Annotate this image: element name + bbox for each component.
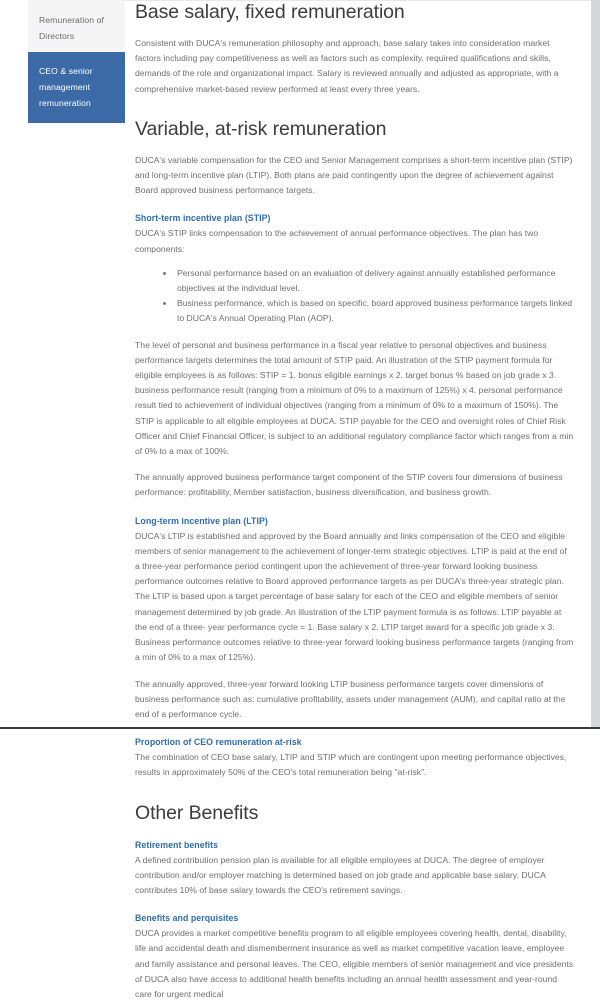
paragraph-retirement-benefits: A defined contribution pension plan is available for all eligible employees at DUCA. The degree of employer contribution and/or employer matching is determined based on job grade and applicable base salary. DUCA contributes 10% of base salary towards the CEO's retirement savings. — [135, 854, 546, 895]
paragraph-benefits-and-perquisites: DUCA provides a market competitive benefits program to all eligible employees covering health, dental, disability, life and accidental death and dismemberment insurance as well as market competitive vacation leave, employee and family assistance and personal leaves. The CEO, eligible members of senior management and vice presidents of DUCA also have access to additional health benefits including an annual health assessment and year-round care for urgent medical — [135, 928, 574, 999]
subheading-short-term-incentive-plan: Short-term incentive plan (STIP) — [135, 213, 271, 224]
sidebar-item-remuneration-of-directors[interactable] — [28, 0, 125, 52]
subheading-proportion-of-ceo-remuneration-at-risk: Proportion of CEO remuneration at-risk — [135, 737, 302, 748]
paragraph-stip-lead: DUCA's STIP links compensation to the achievement of annual performance objectives. The plan has two components: — [135, 228, 539, 254]
paragraph-ltip-lead: DUCA's LTIP is established and approved by the Board annually and links compensation of the CEO and eligible members of senior management to the achievement of longer-term strategic objectives. LTIP is paid at the end of a three-year performance period contingent upon the achievement of three-year forward looking business performance outcomes relative to Board approved performance targets as per DUCA's three-year strategic plan. The LTIP is based upon a target percentage of base salary for each of the CEO and eligible members of senior management determined by job grade. An illustration of the LTIP payment formula is as follows: LTIP payable at the end of a three- year performance cycle = 1. Base salary x 2. LTIP target award for a specific job grade x 3. Business performance outcomes relative to three-year forward looking business performance targets (ranging from a min of 0% to a max of 125%). — [135, 530, 574, 663]
section-sidebar-nav — [0, 0, 125, 729]
sidebar-item-label: CEO & senior management remuneration — [39, 66, 93, 108]
list-item: Business performance, which is based on specific, board approved business performance targets linked to DUCA's Annual Operating Plan (AOP). — [163, 296, 574, 326]
paragraph-stip-dimensions: The annually approved business performance target component of the STIP covers four dimensions of business performance: profitability, Member satisfaction, business diversification, and business growth. — [135, 472, 563, 498]
section-document-content — [125, 0, 600, 999]
subheading-long-term-incentive-plan: Long-term incentive plan (LTIP) — [135, 515, 268, 526]
paragraph-proportion-at-risk: The combination of CEO base salary, LTIP and STIP which are contingent upon meeting performance objectives, results in approximately 50% of the CEO's total remuneration being "at-risk". — [135, 752, 567, 778]
sidebar-nav-list — [28, 0, 125, 123]
heading-variable-at-risk-remuneration: Variable, at-risk remuneration — [135, 117, 387, 140]
subheading-retirement-benefits: Retirement benefits — [135, 839, 219, 850]
paragraph-variable-intro: DUCA's variable compensation for the CEO and Senior Management comprises a short-term incentive plan (STIP) and long-term incentive plan (LTIP). Both plans are paid contingently upon the degree of achievement against Board approved business performance targets. — [135, 154, 573, 196]
paragraph-stip-formula: The level of personal and business performance in a fiscal year relative to personal objectives and business performance targets determines the total amount of STIP paid. An illustration of the STIP payment formula for eligible employees is as follows: STIP = 1. bonus eligible earnings x 2. target bonus % based on job grade x 3. business performance result (ranging from a minimum of 0% to a maximum of 125%) x 4. personal performance result tied to achievement of individual objectives (ranging from a minimum of 0% to a maximum of 150%). The STIP is applicable to all eligible employees at DUCA. STIP payable for the CEO and oversight roles of Chief Risk Officer and Chief Financial Officer, is subject to an additional regulatory compliance factor which ranges from a min of 0% to a max of 100%. — [135, 339, 574, 457]
heading-base-salary: Base salary, fixed remuneration — [135, 1, 405, 23]
subheading-benefits-and-perquisites: Benefits and perquisites — [135, 913, 239, 924]
vertical-scrollbar[interactable] — [591, 0, 600, 729]
list-stip-components — [135, 266, 574, 327]
sidebar-item-ceo-senior-management-remuneration[interactable] — [28, 52, 125, 123]
list-item: Personal performance based on an evaluation of delivery against annually established performance objectives at the individual level. — [163, 266, 574, 296]
paragraph-ltip-dimensions: The annually approved, three-year forward looking LTIP business performance targets cover dimensions of business performance such as: cumulative profitability, assets under management (AUM), and capital ratio at the end of a performance cycle. — [135, 678, 566, 719]
sidebar-item-label: Remuneration of Directors — [39, 15, 105, 41]
heading-other-benefits: Other Benefits — [135, 801, 259, 824]
paragraph-base-salary: Consistent with DUCA's remuneration philosophy and approach, base salary takes into consideration market factors including pay competitiveness as well as factors such as complexity, required qualifications and skills, demands of the role and organizational impact. Salary is reviewed annually and adjusted as appropriate, with a comprehensive market-based review performed at least every three years. — [135, 38, 559, 94]
